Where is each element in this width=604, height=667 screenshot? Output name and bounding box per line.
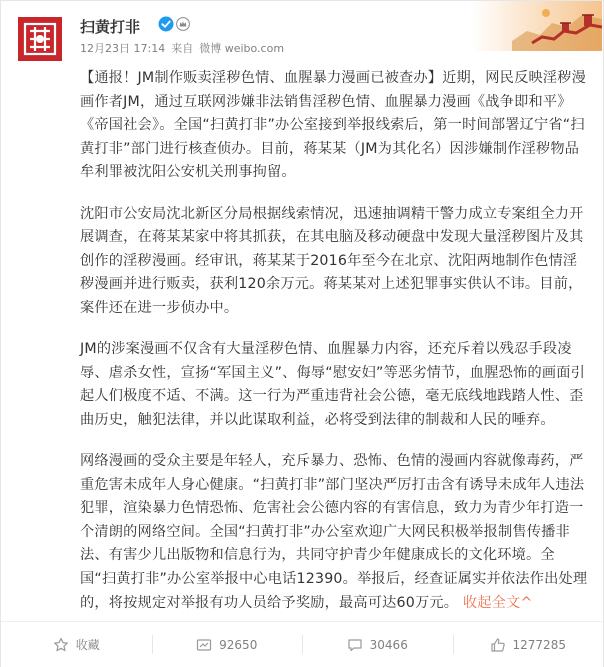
comment-icon: [347, 637, 363, 653]
verified-icon: [158, 16, 174, 32]
collapse-link[interactable]: [463, 595, 533, 611]
crown-icon[interactable]: [176, 17, 190, 31]
like-icon: [490, 637, 506, 653]
avatar[interactable]: [18, 17, 62, 61]
like-button[interactable]: [453, 622, 604, 667]
post-paragraph-4-text: 网络漫画的受众主要是年轻人，充斥暴力、恐怖、色情的漫画内容就像毒药，严重危害未成年人身心健康。“扫黄打非”部门坚决严厉打击含有诱导未成年人违法犯罪，渲染暴力色情恐怖、危害社会公德内容的有害信息，致力为青少年打造一个清朗的网络空间。全国“扫黄打非”办公室欢迎广大网民积极举报制售传播非法、有害少儿出版物和信息行为，共同守护青少年健康成长的文化环境。全国“扫黄打非”办公室举报中心电话12390。举报后，经查证属实并依法作出处理的，将按规定对举报有功人员给予奖励，最高可达60万元。: [80, 453, 588, 611]
source-prefix: 来自: [171, 42, 194, 55]
star-icon: [53, 637, 69, 653]
banner-great-wall: [472, 1, 602, 51]
comment-count: 30466: [369, 637, 408, 652]
comment-button[interactable]: [302, 622, 453, 667]
post-date[interactable]: 12月23日 17:14: [80, 42, 166, 55]
post-meta: [80, 40, 290, 56]
post-paragraph-1: 【通报！JM制作贩卖淫秽色情、血腥暴力漫画已被查办】近期，网民反映淫秽漫画作者JM，通过互联网涉嫌非法销售淫秽色情、血腥暴力漫画《战争即和平》《帝国社会》。全国“扫黄打非”办公室接到举报线索后，第一时间部署辽宁省“扫黄打非”部门进行核查侦办。目前，蒋某某（JM为其化名）因涉嫌制作淫秽物品牟利罪被沈阳公安机关刑事拘留。: [80, 70, 587, 181]
username[interactable]: 扫黄打非: [80, 18, 141, 36]
collapse-arrow-icon: ^: [520, 594, 533, 611]
post-paragraph-4: [80, 450, 590, 615]
repost-button[interactable]: [152, 622, 303, 667]
post-paragraph-3: JM的涉案漫画不仅含有大量淫秽色情、血腥暴力内容，还充斥着以残忍手段凌辱、虐杀女性，宣扬“军国主义”、侮辱“慰安妇”等恶劣情节，血腥恐怖的画面引起人们极度不适、不满。这一行为严重违背社会公德，毫无底线地践踏人性、歪曲历史，触犯法律，并以此谋取利益，必将受到法律的制裁和人民的唾弃。: [80, 341, 585, 428]
collapse-label: 收起全文: [462, 594, 521, 611]
repost-count: 92650: [219, 637, 258, 652]
repost-icon: [196, 637, 212, 653]
action-bar: [1, 621, 603, 667]
favorite-label: 收藏: [75, 638, 100, 652]
post-source[interactable]: 微博 weibo.com: [199, 42, 285, 55]
favorite-button[interactable]: [1, 622, 152, 667]
post-content: [80, 67, 590, 633]
like-count: 1277285: [512, 637, 566, 652]
logo-icon: [18, 17, 62, 61]
post-paragraph-2: 沈阳市公安局沈北新区分局根据线索情况，迅速抽调精干警力成立专案组全力开展调查，在蒋某某家中将其抓获，在其电脑及移动硬盘中发现大量淫秽图片及其创作的淫秽漫画。经审讯，蒋某某于2016年至今在北京、沈阳两地制作色情淫秽漫画并进行贩卖，获利120余万元。蒋某某对上述犯罪事实供认不讳。目前，案件还在进一步侦办中。: [80, 205, 584, 316]
